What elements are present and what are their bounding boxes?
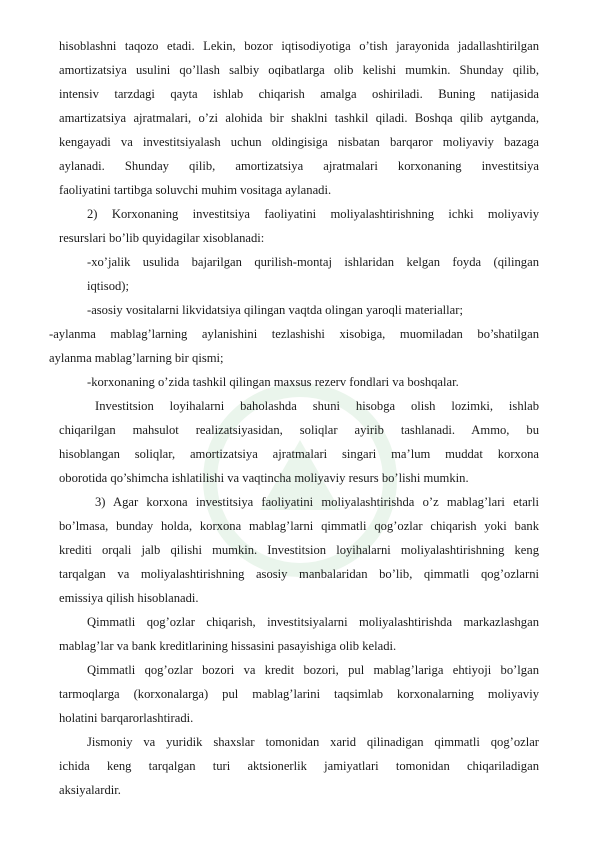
list-item: -aylanma mablag’larning aylanishini tezlashishi xisobiga, muomiladan bo’shatilgan [49, 327, 539, 341]
list-item: aylanma mablag’larning bir qismi; [49, 351, 224, 365]
text-line: krediti orqali jalb qilishi mumkin. Investitsion loyihalarni moliyalashtirishning keng [59, 543, 539, 557]
text-line: emissiya qilish hisoblanadi. [59, 591, 199, 605]
text-line: hisoblashni taqozo etadi. Lekin, bozor iqtisodiyotiga o’tish jarayonida jadallashtirilgan [59, 39, 539, 53]
text-line: chiqarilgan mahsulot realizatsiyasidan, soliqlar ayirib tashlanadi. Ammo, bu [59, 423, 539, 437]
list-item: -asosiy vositalarni likvidatsiya qilingan vaqtda olingan yaroqli materiallar; [87, 303, 463, 317]
text-line: aksiyalardir. [59, 783, 121, 797]
text-line: 2) Korxonaning investitsiya faoliyatini moliyalashtirishning ichki moliyaviy [87, 207, 539, 221]
text-line: amartizatsiya ajratmalari, o’zi alohida bir shaklni tashkil qiladi. Boshqa qilib aytganda, [59, 111, 539, 125]
text-line: holatini barqarorlashtiradi. [59, 711, 194, 725]
text-line: Investitsion loyihalarni baholashda shuni hisobga olish lozimki, ishlab [95, 399, 539, 413]
text-line: amortizatsiya usulini qo’llash salbiy oqibatlarga olib kelishi mumkin. Shunday qilib, [59, 63, 539, 77]
text-line: oborotida qo’shimcha ishlatilishi va vaqtincha moliyaviy resurs bo’lishi mumkin. [59, 471, 469, 485]
text-line: hisoblangan soliqlar, amortizatsiya ajratmalari singari ma’lum muddat korxona [59, 447, 539, 461]
text-line: resurslari bo’lib quyidagilar xisoblanadi: [59, 231, 265, 245]
text-line: 3) Agar korxona investitsiya faoliyatini moliyalashtirishda o’z mablag’lari etarli [95, 495, 539, 509]
text-line: Qimmatli qog’ozlar bozori va kredit bozori, pul mablag’lariga ehtiyoji bo’lgan [87, 663, 539, 677]
text-line: Jismoniy va yuridik shaxslar tomonidan xarid qilinadigan qimmatli qog’ozlar [87, 735, 539, 749]
list-item: -xo’jalik usulida bajarilgan qurilish-montaj ishlaridan kelgan foyda (qilingan [87, 255, 539, 269]
text-line: ichida keng tarqalgan turi aktsionerlik jamiyatlari tomonidan chiqariladigan [59, 759, 539, 773]
text-line: Qimmatli qog’ozlar chiqarish, investitsiyalarni moliyalashtirishda markazlashgan [87, 615, 539, 629]
text-line: aylanadi. Shunday qilib, amortizatsiya ajratmalari korxonaning investitsiya [59, 159, 539, 173]
list-item: -korxonaning o’zida tashkil qilingan maxsus rezerv fondlari va boshqalar. [87, 375, 459, 389]
text-line: tarqalgan va moliyalashtirishning asosiy manbalaridan bo’lib, qimmatli qog’ozlarni [59, 567, 539, 581]
text-line: tarmoqlarga (korxonalarga) pul mablag’larini taqsimlab korxonalarning moliyaviy [59, 687, 539, 701]
text-line: mablag’lar va bank kreditlarining hissasini pasayishiga olib keladi. [59, 639, 397, 653]
list-item: iqtisod); [87, 279, 129, 293]
text-line: kengayadi va investitsiyalash uchun oldingisiga nisbatan barqaror moliyaviy bazaga [59, 135, 539, 149]
text-line: faoliyatini tartibga soluvchi muhim vositaga aylanadi. [59, 183, 332, 197]
text-line: intensiv tarzdagi qayta ishlab chiqarish amalga oshiriladi. Buning natijasida [59, 87, 539, 101]
text-line: bo’lmasa, bunday holda, korxona mablag’larni qimmatli qog’ozlar chiqarish yoki bank [59, 519, 539, 533]
